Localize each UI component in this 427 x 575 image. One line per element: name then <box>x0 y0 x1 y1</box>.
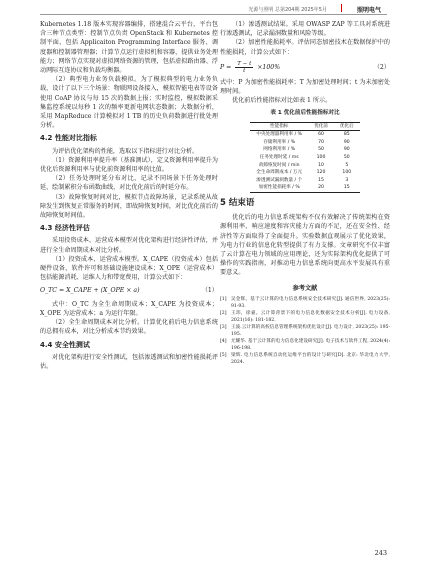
page-header <box>0 0 427 14</box>
reference-text: 吴金辉。基于云计算的电力信息系统安全技术研究[J]. 通信世界, 2023(25): 91-93. <box>231 296 390 309</box>
table-cell: 故障恢复时间 / min <box>258 162 300 168</box>
equation-1 <box>40 286 218 295</box>
right-column <box>220 20 390 366</box>
column-header: 性能指标 <box>250 122 308 131</box>
column-header: 优化前 <box>308 122 334 131</box>
paragraph: （2）加密性能损耗率。评估同态加密技术在数据保护中的性能损耗，计算公式如下： <box>220 39 390 56</box>
table-cell: 渗透测试漏洞数量 / 个 <box>256 177 303 183</box>
header-divider <box>341 4 342 12</box>
performance-table <box>250 122 359 193</box>
equation-number: （1） <box>201 287 218 295</box>
paragraph: （1）投资成本、运营成本模型。X_CAPE（投资成本）包括硬件设备、软件许可和基础设施建设成本；X_OPE（运营成本）包括能源消耗、运维人力和带宽费用，计算公式如下： <box>40 255 218 282</box>
equation-body <box>220 61 280 74</box>
paragraph: （2）全生命周期成本对比分析。计算优化前后电力信息系统的总拥有成本，对比分析成本节约效果。 <box>40 319 218 336</box>
page-number: 243 <box>374 549 387 557</box>
reference-number: [5] <box>220 352 227 358</box>
table-cell: 20 <box>308 184 334 192</box>
reference-number: [3] <box>220 324 227 330</box>
reference-text: 王波.云计算的高校信息管理系统架构优化设计[J]. 电力设计, 2023(25): 195-195. <box>231 324 390 337</box>
reference-item <box>220 324 390 338</box>
paragraph: 式中：P 为加密性能损耗率；T 为加密处理时间；t 为未加密处理时间。 <box>220 78 390 96</box>
table-cell: 网络利用率 / % <box>263 147 296 153</box>
paragraph: （1）资源利用率提升率（基准测试），定义资源利用率提升为优化后资源利用率与优化前资源利用率的比值。 <box>40 156 218 174</box>
paragraph: 式中：O_TC 为全生命周期成本；X_CAPE 为投资成本；X_OPE 为运营成本；a 为运行年限。 <box>40 300 218 317</box>
table-row <box>250 131 359 139</box>
equation-fraction <box>235 61 253 74</box>
table-cell: 50 <box>343 155 350 160</box>
table-cell: 90 <box>343 147 350 153</box>
table-cell: 15 <box>318 177 324 183</box>
equation-body: O_TC = X_CAPE + (X_OPE × a) <box>40 287 140 295</box>
table-cell: 加密性能损耗率 / % <box>250 184 308 192</box>
paragraph: （2）任务处理时延分布对比，记录不同场景下任务处理时延，绘制累积分布函数曲线，对比优化前后的时延分布。 <box>40 175 218 192</box>
table-cell: 中央处理器利用率 / % <box>256 132 302 138</box>
equation-2 <box>220 61 390 74</box>
table-cell: 全生命周期成本 / 万元 <box>256 170 303 176</box>
paragraph: 采用投资成本、运营成本模型对优化架构进行经济性评估，并进行全生命周期成本对比分析。 <box>40 237 218 254</box>
table-caption: 表 1 优化前后性能指标对比 <box>270 110 340 117</box>
fraction-denominator: t <box>243 67 246 74</box>
table-header-row <box>250 122 359 131</box>
table-cell: 100 <box>342 170 352 176</box>
table-cell: 85 <box>343 132 350 138</box>
table-cell: 70 <box>318 139 324 145</box>
table-cell: 任务处理时延 / ms <box>259 155 299 160</box>
equation-rhs: ×100% <box>257 63 281 71</box>
section-heading: 4.2 性能对比指标 <box>40 134 97 143</box>
table-row <box>250 146 359 154</box>
reference-number: [4] <box>220 338 227 344</box>
reference-number: [1] <box>220 296 227 302</box>
reference-text: 梁辉. 电力信息系统自动化运维平台的设计与研究[D]. 北京: 华北电力大学, 2024. <box>231 352 390 365</box>
table-cell: 60 <box>318 132 324 138</box>
table-cell: 100 <box>316 155 326 160</box>
references-heading: 参考文献 <box>292 284 318 292</box>
table-cell: 10 <box>318 162 324 168</box>
reference-text: 尤耀华. 基于云计算的电力信息化建设研究[J]. 电子技术与软件工程, 2024(4): 196-198. <box>231 338 390 351</box>
paragraph: 对优化架构进行安全性测试，包括渗透测试和加密性能损耗评估。 <box>40 353 218 370</box>
table-row <box>250 169 359 177</box>
section-heading: 5 结束语 <box>220 197 255 208</box>
equation-lhs: P = <box>220 63 232 71</box>
section-name: 照明电气 <box>356 7 381 14</box>
table-cell: 90 <box>343 139 350 145</box>
reference-item <box>220 338 390 352</box>
table-row <box>250 177 359 185</box>
table-row <box>250 139 359 147</box>
table-row <box>250 154 359 162</box>
section-heading: 4.3 经济性评估 <box>40 224 90 233</box>
left-column <box>40 20 218 371</box>
header-rule <box>40 14 387 15</box>
paragraph: 为评估优化架构的性能，选取以下指标进行对比分析。 <box>52 147 199 155</box>
equation-number: （2） <box>373 63 390 71</box>
fraction-numerator: T − t <box>237 60 252 67</box>
table-cell: 120 <box>316 170 326 176</box>
paragraph: （2）典型电力业务负载模拟。为了模拟典型的电力业务负载，设计了以下三个场景：物联网设备接入，模拟智能电表等设备使用 CoAP 协议与每 15 次的数据上报；实时监控，模拟数据采集监控系统以每秒 1 次的频率更新电网状态数据；大数据分析，采用 MapReduce 计算模拟对 1 TB 的历史负荷数据进行批处理分析。 <box>40 76 218 130</box>
paragraph: 优化前后性能指标对比如表 1 所示。 <box>232 97 332 105</box>
reference-number: [2] <box>220 310 227 316</box>
table-cell: 15 <box>334 184 360 192</box>
table-row <box>250 184 359 192</box>
reference-item <box>220 296 390 310</box>
reference-item <box>220 310 390 324</box>
column-header: 优化后 <box>334 122 360 131</box>
paragraph: Kubernetes 1.18 版本实现容器编排，搭建混合云平台，平台包含三种节点类型：控制节点负责 OpenStack 和 Kubernetes 控制平面，包括 Applicaiton Programming Interface 服务、调度器和控制器管理器；计算节点运行虚拟机和容器，提供业务处理能力；网络节点实现对虚拟网络资源的管理，包括虚拟路由器、浮动网际互连协议和负载均衡器。 <box>40 21 218 75</box>
section-heading: 4.4 安全性测试 <box>40 340 90 349</box>
paragraph: （1）渗透测试结果。采用 OWASP ZAP 等工具对系统进行渗透测试，记录漏洞数量和风险等级。 <box>220 21 390 38</box>
paragraph: 优化后的电力信息系统架构不仅有效解决了传统架构在资源利用率、响应速度和容灾能力方面的不足，还在安全性、经济性等方面取得了全面提升。实验数据直观展示了优化效果，为电力行业的信息化转型提供了有力支撑。文章研究不仅丰富了云计算在电力领域的应用理论，还为实际架构优化提供了可操作的实践指南，对推动电力信息系统向更高水平发展具有重要意义。 <box>220 214 390 277</box>
table-cell: 3 <box>345 177 349 183</box>
reference-text: 王玮，徐嘉。云计算背景下的电力信息化数据安全技术分析[J]. 电力设备, 2021(16): 181-182. <box>231 310 390 323</box>
table-row <box>250 162 359 170</box>
reference-item <box>220 352 390 366</box>
table-cell: 存储利用率 / % <box>263 139 296 145</box>
table-cell: 50 <box>318 147 324 153</box>
table-cell: 5 <box>345 162 349 168</box>
paragraph: （3）故障恢复时间对比，模拟节点故障场景，记录系统从故障发生到恢复正常服务的时间，即故障恢复时间，对比优化前后的故障恢复时间值。 <box>40 193 218 220</box>
journal-info: 光源与照明 总第204期 2025年5月 <box>248 7 327 13</box>
